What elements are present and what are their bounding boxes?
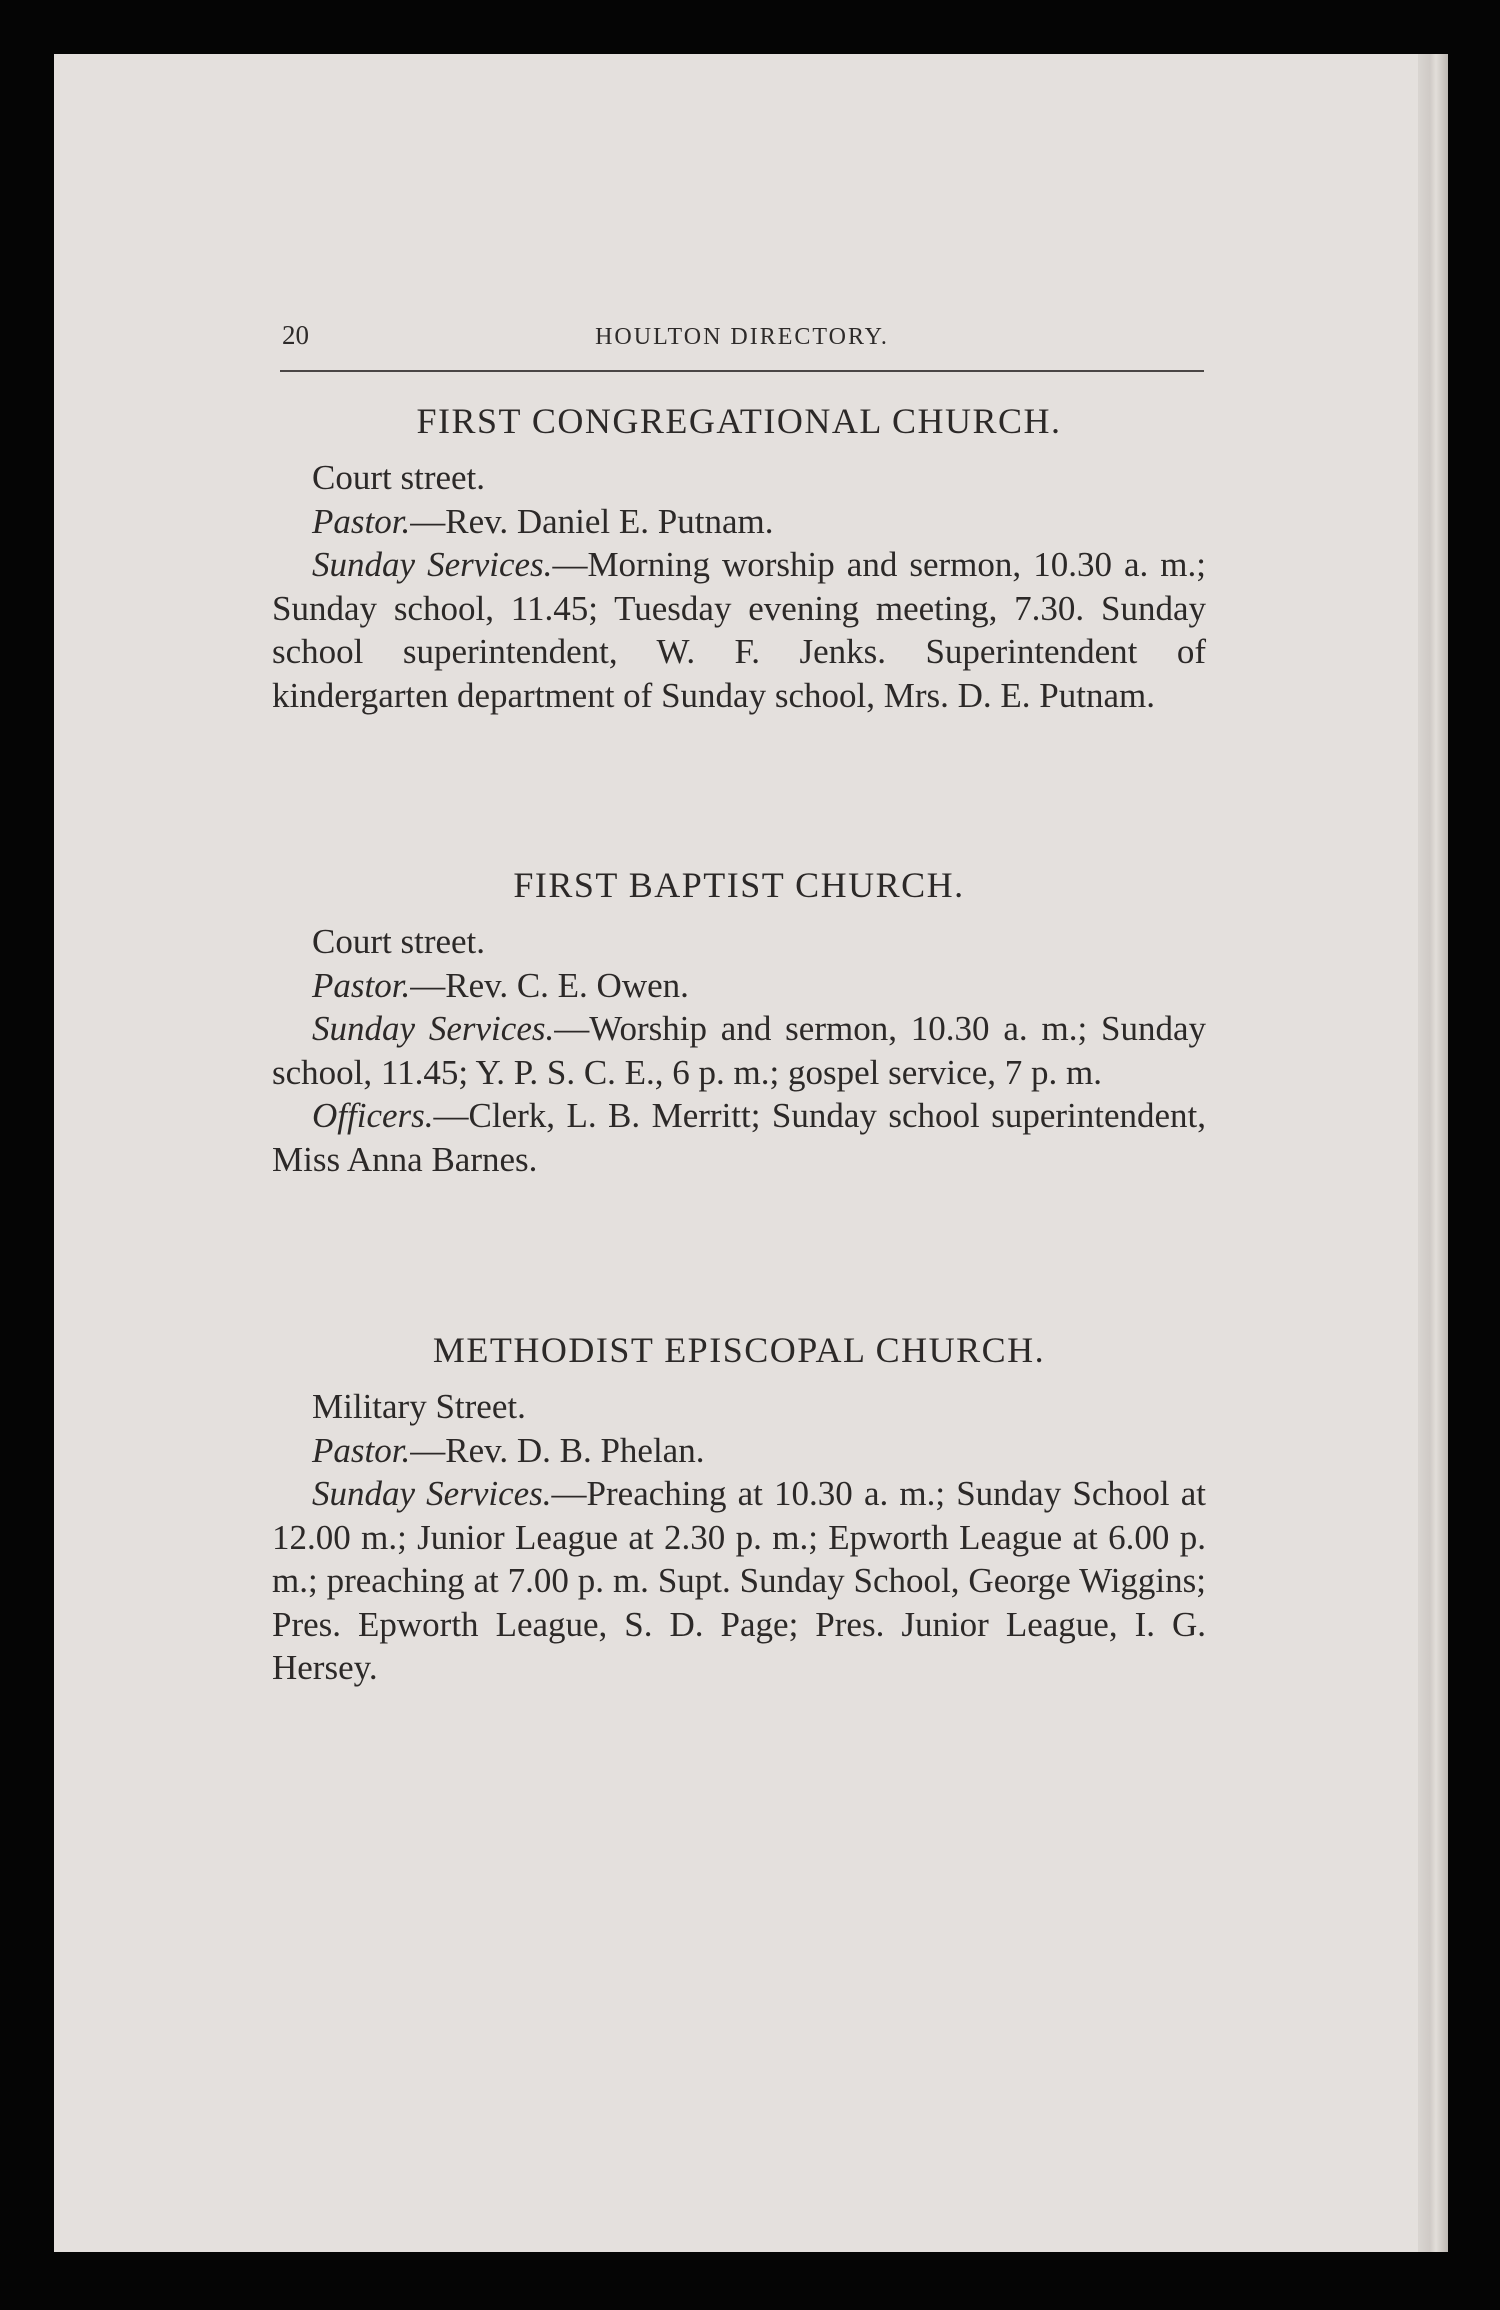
pastor-text: —Rev. C. E. Owen. xyxy=(410,965,689,1005)
header-rule xyxy=(280,370,1204,372)
page-edge xyxy=(1418,54,1448,2252)
services-text: —Preaching at 10.30 a. m.; Sunday School at 12.00 m.; Junior League at 2.30 p. m.; Epworth League at 6.00 p. m.; preaching at 7.00 p. m. Supt. Sunday School, George Wiggins; Pres. Epworth League, S. D. Page; Pres. Junior League, I. G. Hersey. xyxy=(272,1474,1206,1687)
running-title: HOULTON DIRECTORY. xyxy=(595,324,889,350)
address-line: Military Street. xyxy=(312,1387,526,1426)
section-title: FIRST CONGREGATIONAL CHURCH. xyxy=(416,401,1062,441)
running-header xyxy=(280,312,1204,368)
address-line: Court street. xyxy=(312,922,486,961)
pastor-line xyxy=(272,500,1206,544)
services-label: Sunday Services. xyxy=(312,1009,555,1048)
page-number: 20 xyxy=(282,320,309,350)
services-paragraph xyxy=(272,1472,1206,1690)
pastor-text: —Rev. D. B. Phelan. xyxy=(410,1430,705,1470)
services-text: —Worship and sermon, 10.30 a. m.; Sunday school, 11.45; Y. P. S. C. E., 6 p. m.; gospel service, 7 p. m. xyxy=(272,1009,1207,1092)
services-paragraph xyxy=(272,1007,1206,1094)
pastor-text: —Rev. Daniel E. Putnam. xyxy=(410,501,774,541)
pastor-line xyxy=(272,1429,1206,1473)
services-label: Sunday Services. xyxy=(312,545,553,584)
services-text: —Morning worship and sermon, 10.30 a. m.; Sunday school, 11.45; Tuesday evening meeting, 7.30. Sunday school superintendent, W. F. Jenks. Superintendent of kindergarten department of Sunday school, Mrs. D. E. Putnam. xyxy=(272,545,1207,715)
services-paragraph xyxy=(272,543,1206,717)
section-title: FIRST BAPTIST CHURCH. xyxy=(513,865,965,905)
pastor-line xyxy=(272,964,1206,1008)
pastor-label: Pastor. xyxy=(312,965,411,1005)
section-title: METHODIST EPISCOPAL CHURCH. xyxy=(432,1330,1046,1370)
address-line: Court street. xyxy=(312,458,486,497)
officers-text: —Clerk, L. B. Merritt; Sunday school superintendent, Miss Anna Barnes. xyxy=(272,1096,1206,1179)
section-methodist-episcopal-church xyxy=(272,1325,1206,1690)
section-first-baptist-church xyxy=(272,860,1206,1181)
officers-label: Officers. xyxy=(312,1096,434,1135)
services-label: Sunday Services. xyxy=(312,1474,552,1513)
pastor-label: Pastor. xyxy=(312,1430,411,1470)
pastor-label: Pastor. xyxy=(312,501,411,541)
officers-paragraph xyxy=(272,1094,1206,1181)
section-first-congregational-church xyxy=(272,396,1206,717)
